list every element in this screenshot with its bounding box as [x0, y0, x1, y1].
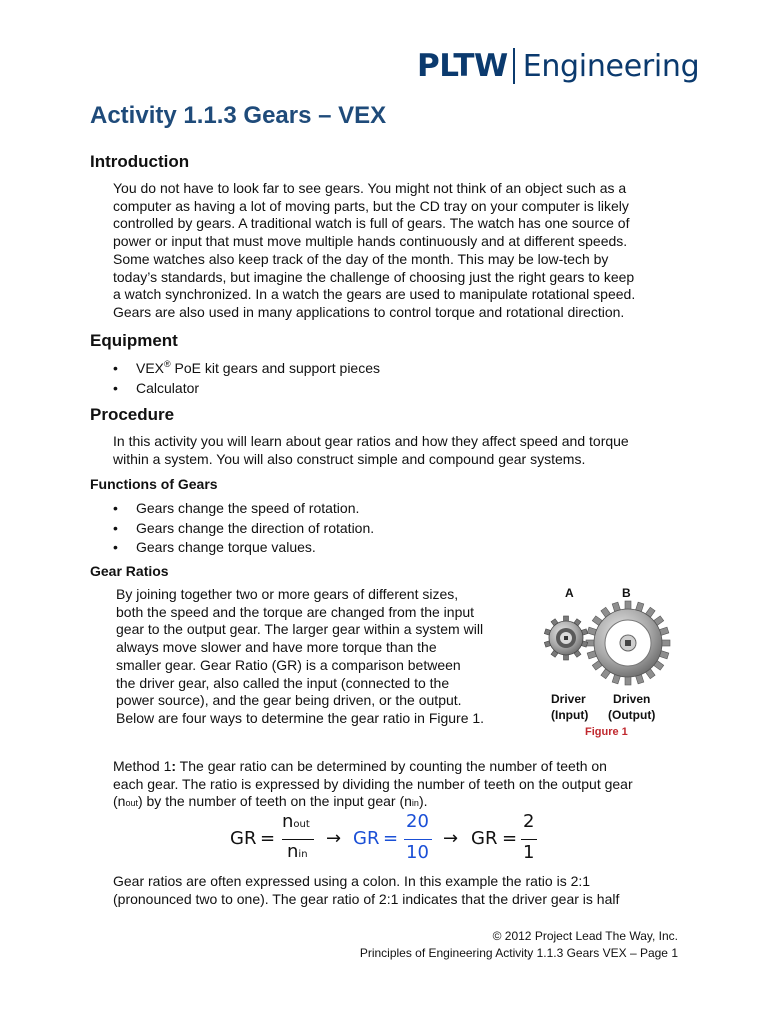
- functions-list: [113, 499, 374, 558]
- bullet-icon: •: [113, 500, 118, 516]
- fraction-bar: [282, 839, 314, 840]
- functions-heading: Functions of Gears: [90, 476, 218, 492]
- footer-course: Principles of Engineering Activity 1.1.3 Gears VEX – Page 1: [359, 946, 678, 960]
- arrow-icon: →: [443, 828, 459, 849]
- introduction-paragraph: [113, 180, 635, 322]
- logo-brand: PLTW: [417, 48, 508, 84]
- introduction-heading: Introduction: [90, 152, 190, 171]
- driver-label: Driver: [551, 692, 586, 706]
- intro-line: You do not have to look far to see gears. You might not think of an object such as a: [113, 180, 627, 196]
- formula-n-out: nout: [282, 811, 310, 832]
- fraction-bar: [404, 839, 432, 840]
- procedure-heading: Procedure: [90, 405, 175, 424]
- list-item: • Gears change torque values.: [113, 538, 374, 558]
- logo-divider: [513, 48, 515, 84]
- logo-product: Engineering: [522, 48, 700, 84]
- list-item: • Calculator: [113, 379, 380, 399]
- formula-denominator-10: 10: [406, 842, 429, 863]
- formula-equals: =: [260, 828, 276, 849]
- formula-equals-blue: =: [383, 828, 399, 849]
- intro-line: Gears are also used in many applications to control torque and rotational direction.: [113, 303, 625, 320]
- arrow-icon: →: [326, 828, 342, 849]
- method1-line: Method 1: The gear ratio can be determined by counting the number of teeth on: [113, 758, 607, 774]
- bullet-icon: •: [113, 539, 118, 555]
- colon-ratio-line: (pronounced two to one). The gear ratio of 2:1 indicates that the driver gear is half: [113, 890, 620, 907]
- formula-n-in: nin: [287, 841, 308, 862]
- procedure-line: within a system. You will also construct simple and compound gear systems.: [113, 450, 586, 467]
- formula-gr-blue: GR: [353, 828, 380, 849]
- equipment-list: [113, 359, 380, 398]
- gear-b-label: B: [622, 586, 631, 600]
- formula-numerator-20: 20: [406, 811, 429, 832]
- method1-paragraph: [113, 758, 633, 813]
- formula-equals-result: =: [502, 828, 518, 849]
- gear-ratios-line: always move slower and have more torque than the: [116, 639, 437, 656]
- driven-gear: [586, 601, 670, 685]
- gear-ratios-line: power source), and the gear being driven, or the output.: [116, 692, 462, 709]
- gear-a-label: A: [565, 586, 574, 600]
- gear-ratios-line: Below are four ways to determine the gear ratio in Figure 1.: [116, 709, 485, 726]
- procedure-line: In this activity you will learn about gear ratios and how they affect speed and torque: [113, 433, 629, 449]
- formula-gr-result: GR: [471, 828, 498, 849]
- formula-gr: GR: [230, 828, 257, 849]
- formula-denominator-1: 1: [523, 842, 535, 863]
- driver-gear: [544, 616, 587, 660]
- pltw-engineering-logo: [417, 46, 699, 86]
- driven-label: Driven: [613, 692, 651, 706]
- gear-pair-figure: [540, 598, 680, 693]
- intro-line: controlled by gears. A traditional watch is full of gears. The watch has one source of: [113, 215, 630, 232]
- intro-line: computer as having a lot of moving parts, but the CD tray on your computer is likely: [113, 197, 629, 214]
- input-label: (Input): [551, 708, 589, 722]
- procedure-paragraph: [113, 433, 629, 468]
- gear-ratios-line: smaller gear. Gear Ratio (GR) is a comparison between: [116, 656, 461, 673]
- list-item: • Gears change the direction of rotation.: [113, 519, 374, 539]
- list-item: • VEX® PoE kit gears and support pieces: [113, 359, 380, 379]
- list-item: • Gears change the speed of rotation.: [113, 499, 374, 519]
- figure-caption: Figure 1: [585, 726, 628, 738]
- formula-numerator-2: 2: [523, 811, 535, 832]
- intro-line: power or input that must move multiple hands continuously and at different speeds.: [113, 233, 628, 250]
- gear-ratios-line: the driver gear, also called the input (connected to the: [116, 674, 450, 691]
- method1-line: (nout) by the number of teeth on the input gear (nin).: [113, 793, 428, 810]
- bullet-icon: •: [113, 379, 118, 396]
- intro-line: a watch synchronized. In a watch the gears are used to manipulate rotational speed.: [113, 286, 636, 303]
- method1-line: each gear. The ratio is expressed by dividing the number of teeth on the output gear: [113, 775, 633, 792]
- gear-ratios-line: both the speed and the torque are changed from the input: [116, 603, 475, 620]
- page-title: Activity 1.1.3 Gears – VEX: [90, 102, 387, 129]
- equipment-heading: Equipment: [90, 331, 178, 350]
- gear-ratios-line: By joining together two or more gears of different sizes,: [116, 586, 459, 602]
- intro-line: today’s standards, but imagine the challenge of choosing just the right gears to keep: [113, 268, 635, 285]
- colon-ratio-paragraph: [113, 873, 619, 908]
- gear-ratio-formula: [230, 811, 570, 867]
- gear-ratios-heading: Gear Ratios: [90, 563, 169, 579]
- footer-copyright: © 2012 Project Lead The Way, Inc.: [492, 929, 678, 943]
- bullet-icon: •: [113, 360, 118, 376]
- output-label: (Output): [608, 708, 656, 722]
- fraction-bar: [521, 839, 537, 840]
- bullet-icon: •: [113, 519, 118, 536]
- gear-ratios-paragraph: [116, 586, 484, 728]
- gear-ratios-line: gear to the output gear. The larger gear within a system will: [116, 621, 484, 638]
- intro-line: Some watches also keep track of the day of the month. This may be low-tech by: [113, 250, 609, 267]
- colon-ratio-line: Gear ratios are often expressed using a colon. In this example the ratio is 2:1: [113, 873, 591, 889]
